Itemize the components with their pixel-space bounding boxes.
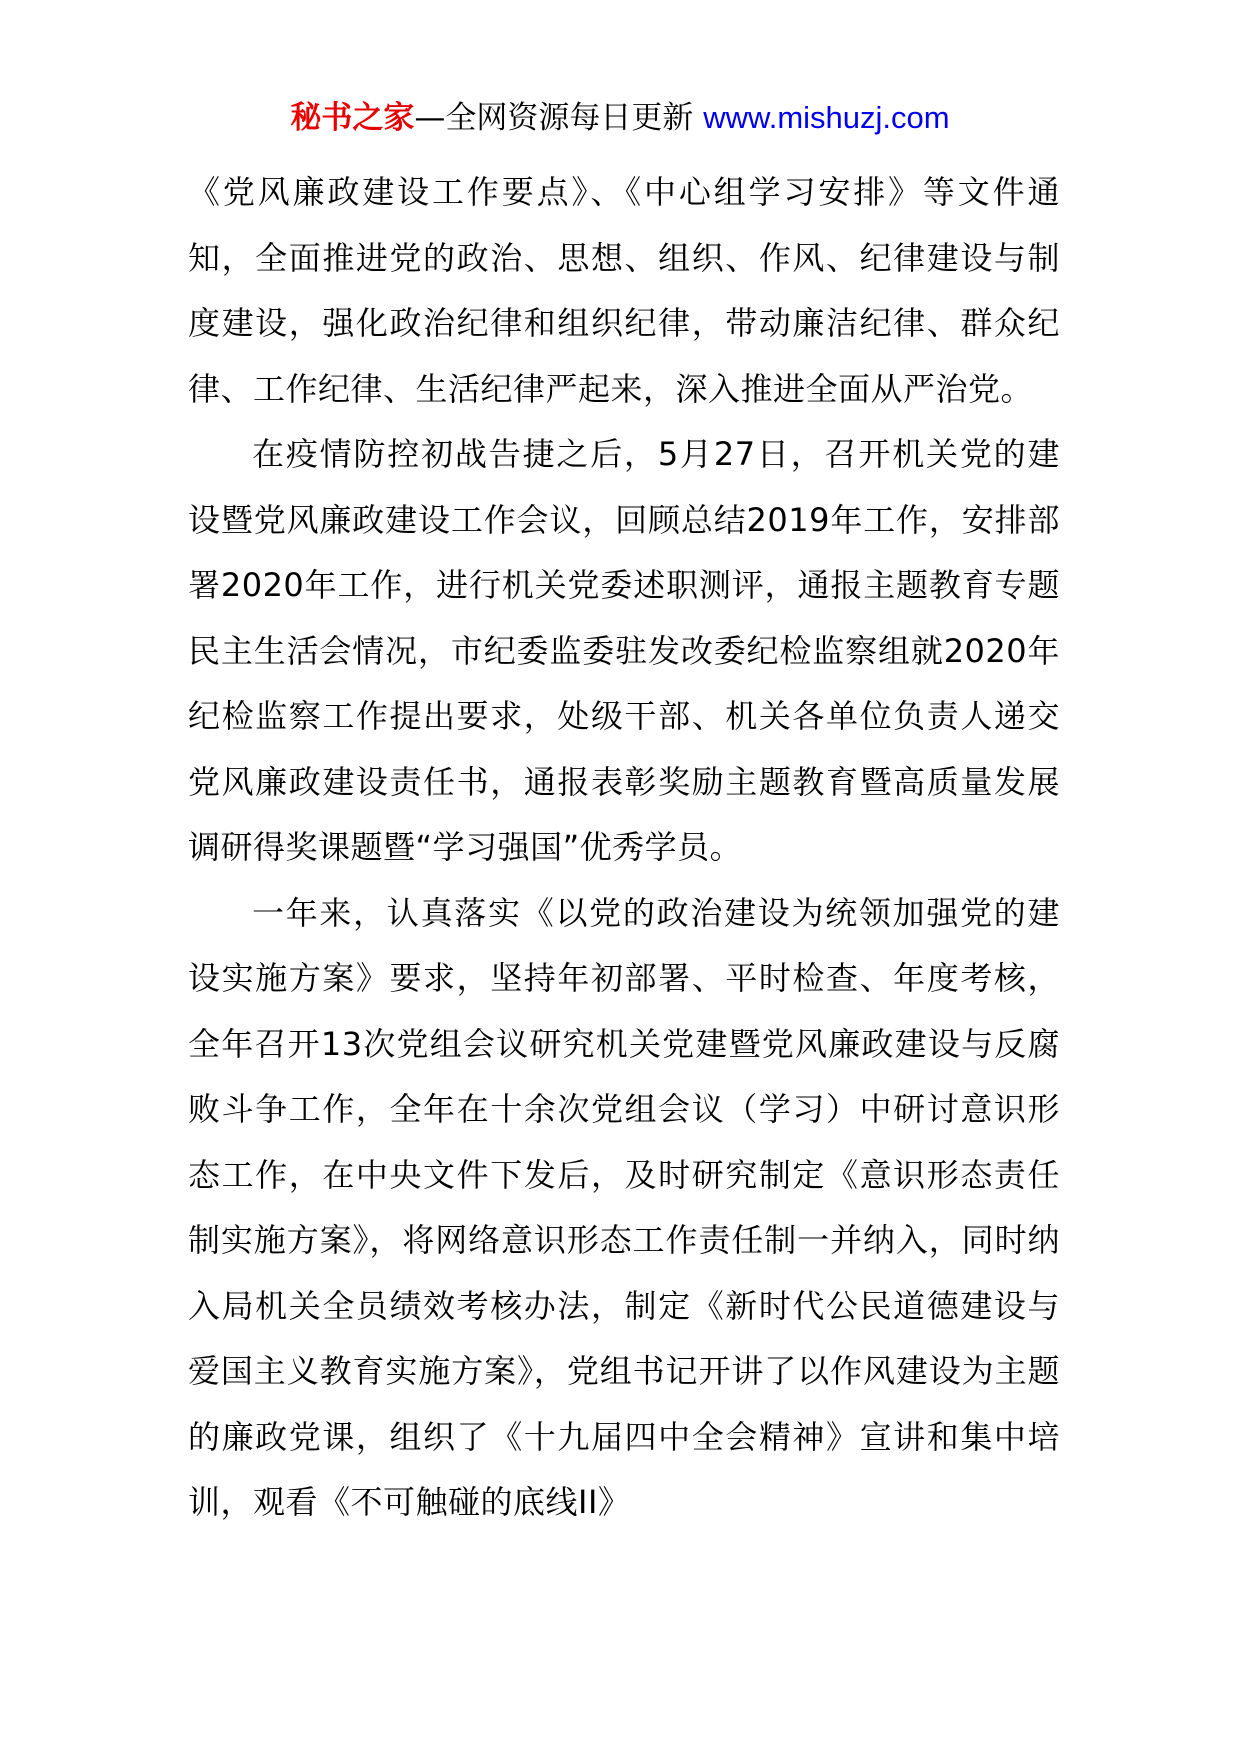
paragraph-continued: 《党风廉政建设工作要点》、《中心组学习安排》等文件通知，全面推进党的政治、思想、组织、作风、纪律建设与制度建设，强化政治纪律和组织纪律，带动廉洁纪律、群众纪律、工作纪律、生活纪律严起来，深入推进全面从严治党。 [188, 173, 1060, 408]
paragraph-meeting: 在疫情防控初战告捷之后，5月27日，召开机关党的建设暨党风廉政建设工作会议，回顾总结2019年工作，安排部署2020年工作，进行机关党委述职测评，通报主题教育专题民主生活会情况，市纪委监委驻发改委纪检监察组就2020年纪检监察工作提出要求，处级干部、机关各单位负责人递交党风廉政建设责任书，通报表彰奖励主题教育暨高质量发展调研得奖课题暨“学习强国”优秀学员。 [188, 435, 1060, 866]
site-url-link[interactable]: www.mishuzj.com [703, 100, 950, 135]
brand-name: 秘书之家 [290, 100, 415, 136]
paragraph-annual-work: 一年来，认真落实《以党的政治建设为统领加强党的建设实施方案》要求，坚持年初部署、平时检查、年度考核，全年召开13次党组会议研究机关党建暨党风廉政建设与反腐败斗争工作，全年在十余次党组会议（学习）中研讨意识形态工作，在中央文件下发后，及时研究制定《意识形态责任制实施方案》，将网络意识形态工作责任制一并纳入，同时纳入局机关全员绩效考核办法，制定《新时代公民道德建设与爱国主义教育实施方案》，党组书记开讲了以作风建设为主题的廉政党课，组织了《十九届四中全会精神》宣讲和集中培训，观看《不可触碰的底线II》 [188, 893, 1060, 1521]
header-tagline: —全网资源每日更新 [414, 100, 704, 136]
page-header [0, 98, 1240, 138]
document-body [188, 160, 1060, 1536]
